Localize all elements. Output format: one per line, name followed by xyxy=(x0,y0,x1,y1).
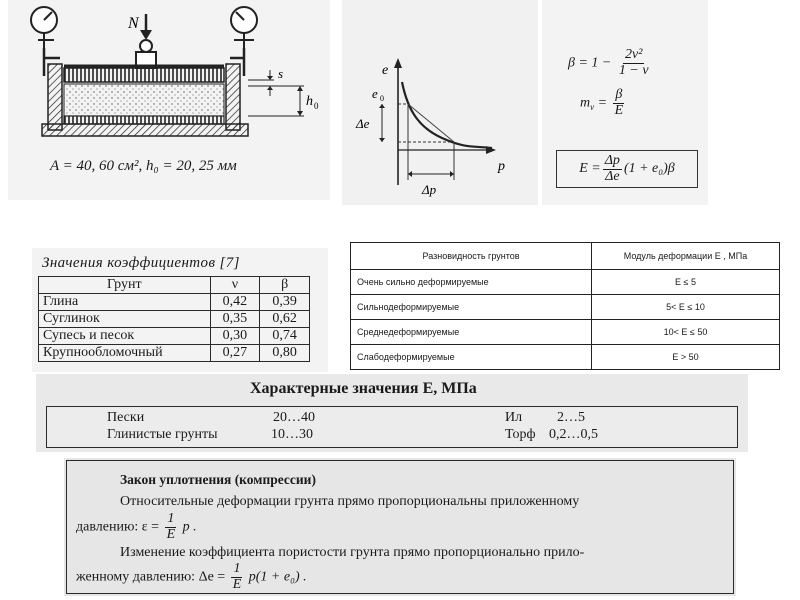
table-header-cell: β xyxy=(260,277,310,294)
table-cell: Супесь и песок xyxy=(39,328,211,345)
char-value-clay: 10…30 xyxy=(271,427,313,442)
settlement-label: s xyxy=(278,66,284,81)
mv-formula-lhs: m xyxy=(580,95,591,111)
coefficients-title: Значения коэффициентов [7] xyxy=(42,255,240,271)
characteristic-box xyxy=(46,406,738,448)
law-p1-fraction xyxy=(165,512,178,542)
e-formula-lhs: E = xyxy=(579,161,601,176)
char-name-sand: Пески xyxy=(107,410,145,425)
table-header-cell: ν xyxy=(210,277,260,294)
mv-denominator: E xyxy=(614,102,624,118)
coefficients-table xyxy=(38,276,310,362)
load-label: N xyxy=(128,15,139,32)
law-p1-suffix: p . xyxy=(182,519,197,535)
law-p2-denominator: E xyxy=(232,576,242,592)
mv-numerator: β xyxy=(615,87,623,102)
char-value-sand: 20…40 xyxy=(273,410,315,425)
table-row xyxy=(351,270,780,295)
table-cell: Очень сильно деформируемые xyxy=(351,270,592,295)
table-cell: 10< E ≤ 50 xyxy=(592,320,780,345)
beta-formula-lhs: β = 1 − xyxy=(568,55,612,71)
mv-formula-sub: ν xyxy=(590,102,595,113)
table-row xyxy=(351,345,780,370)
table-cell: 0,35 xyxy=(210,311,260,328)
beta-formula-fraction xyxy=(617,48,651,78)
compression-curve-line xyxy=(402,82,492,148)
e-denominator: Δe xyxy=(605,168,620,184)
table-cell: 0,62 xyxy=(260,311,310,328)
char-name-peat: Торф xyxy=(505,427,536,442)
table-cell: Глина xyxy=(39,294,211,311)
table-cell: 5< E ≤ 10 xyxy=(592,295,780,320)
law-paragraph-1-line-1: Относительные деформации грунта прямо пропорциональны приложенному xyxy=(120,494,580,509)
modulus-table xyxy=(350,242,780,370)
height-label: h xyxy=(306,94,313,109)
char-value-peat: 0,2…0,5 xyxy=(549,427,598,442)
delta-p-label: Δp xyxy=(422,182,437,197)
law-paragraph-1-line-2 xyxy=(76,512,197,542)
table-cell: 0,39 xyxy=(260,294,310,311)
oedometer-caption: A = 40, 60 см², h₀ = 20, 25 мм xyxy=(50,158,237,174)
law-p1-prefix: давлению: ε = xyxy=(76,519,160,535)
char-value-silt: 2…5 xyxy=(557,410,585,425)
table-cell: E ≤ 5 xyxy=(592,270,780,295)
gauge-right-icon xyxy=(231,7,257,48)
law-p2-suffix: p(1 + e₀) . xyxy=(248,569,307,585)
table-header-cell: Грунт xyxy=(39,277,211,294)
e0-label: e xyxy=(372,86,378,101)
char-name-clay: Глинистые грунты xyxy=(107,427,218,442)
table-row xyxy=(39,328,310,345)
table-cell: 0,80 xyxy=(260,345,310,362)
table-header-cell: Разновидность грунтов xyxy=(351,243,592,270)
beta-denominator: 1 − ν xyxy=(618,62,649,78)
law-p2-numerator: 1 xyxy=(233,561,241,576)
modulus-formula-box xyxy=(556,150,698,188)
table-cell: E > 50 xyxy=(592,345,780,370)
law-p2-fraction xyxy=(231,562,244,592)
law-paragraph-2-line-1: Изменение коэффициента пористости грунта прямо пропорционально прило- xyxy=(120,545,585,560)
table-cell: 0,30 xyxy=(210,328,260,345)
beta-formula xyxy=(568,48,653,78)
mv-formula-fraction xyxy=(613,88,626,118)
compression-curve-diagram xyxy=(342,0,538,205)
e0-label-sub: 0 xyxy=(380,94,384,103)
table-cell: Суглинок xyxy=(39,311,211,328)
table-cell: Слабодеформируемые xyxy=(351,345,592,370)
mv-formula xyxy=(580,88,627,118)
y-axis-arrow-icon xyxy=(394,58,402,68)
law-p1-numerator: 1 xyxy=(167,511,175,526)
mv-formula-eq: = xyxy=(594,95,608,111)
y-axis-label: e xyxy=(382,63,389,78)
table-row xyxy=(39,311,310,328)
x-axis-label: p xyxy=(498,159,505,174)
load-arrow-icon xyxy=(140,30,152,40)
table-header-cell: Модуль деформации E , МПа xyxy=(592,243,780,270)
delta-e-label: Δe xyxy=(356,116,370,131)
e-numerator: Δp xyxy=(604,152,620,168)
beta-numerator: 2ν² xyxy=(625,47,643,62)
table-header-row xyxy=(39,277,310,294)
table-row xyxy=(351,320,780,345)
e-formula-rhs: (1 + e₀)β xyxy=(623,161,675,176)
table-header-row xyxy=(351,243,780,270)
table-cell: 0,42 xyxy=(210,294,260,311)
characteristic-title: Характерные значения E, МПа xyxy=(250,380,477,397)
law-paragraph-2-line-2 xyxy=(76,562,307,592)
law-p1-denominator: E xyxy=(166,526,176,542)
char-name-silt: Ил xyxy=(505,410,523,425)
table-cell: Среднедеформируемые xyxy=(351,320,592,345)
table-cell: 0,27 xyxy=(210,345,260,362)
e-formula-fraction xyxy=(603,154,622,184)
table-row xyxy=(39,294,310,311)
oedometer-diagram xyxy=(8,0,330,160)
table-row xyxy=(351,295,780,320)
table-cell: Крупнообломочный xyxy=(39,345,211,362)
table-cell: 0,74 xyxy=(260,328,310,345)
gauge-left-icon xyxy=(31,7,57,48)
law-title: Закон уплотнения (компрессии) xyxy=(120,472,316,487)
height-label-sub: 0 xyxy=(314,101,319,111)
law-p2-prefix: женному давлению: Δe = xyxy=(76,569,226,585)
table-row xyxy=(39,345,310,362)
table-cell: Сильнодеформируемые xyxy=(351,295,592,320)
